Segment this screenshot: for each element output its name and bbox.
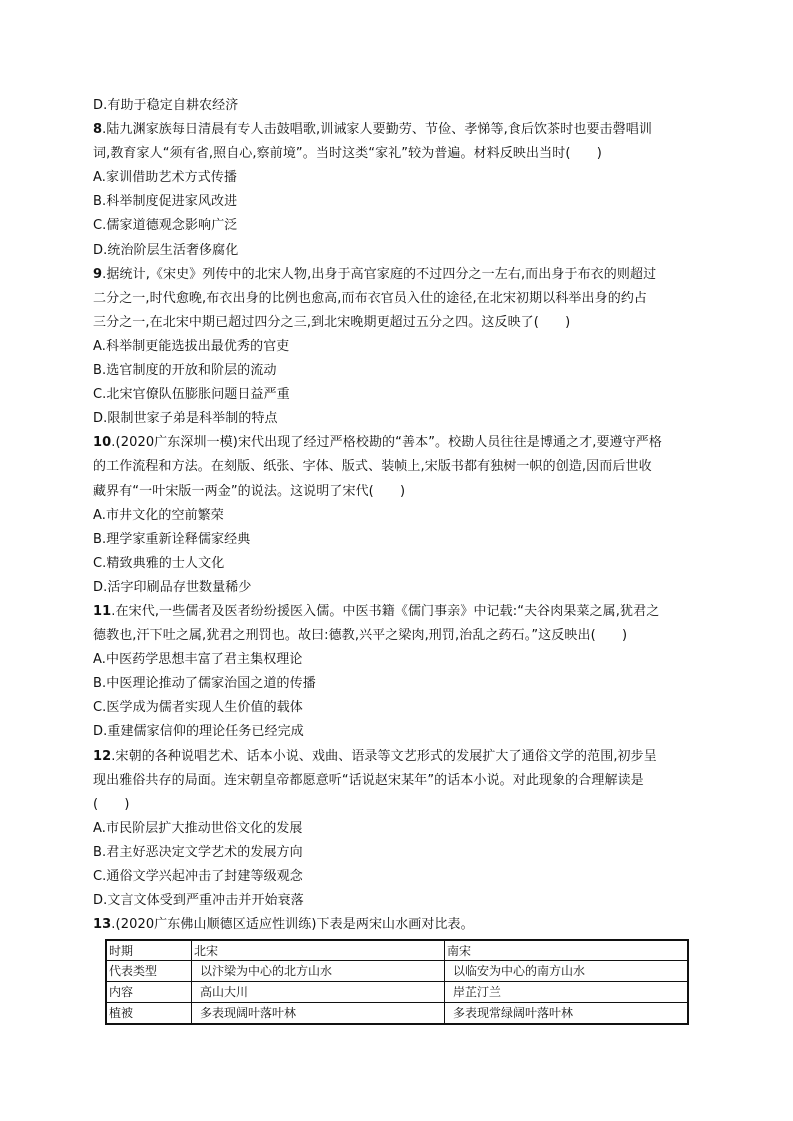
- q11-stem-line-2: 德教也,汗下吐之属,犹君之刑罚也。故曰:德教,兴平之梁肉,刑罚,治乱之药石。”这反映出( ): [93, 628, 628, 644]
- table-header-row: [106, 940, 688, 961]
- q9-stem-line-3: 三分之一,在北宋中期已超过四分之三,到北宋晚期更超过五分之四。这反映了( ): [93, 314, 571, 330]
- table-row: [106, 1003, 688, 1025]
- q8-option-c: C.儒家道德观念影响广泛: [93, 218, 238, 234]
- q10-stem-line-1: [93, 431, 693, 455]
- table-row: [106, 961, 688, 982]
- q13-stem-line-1: [93, 913, 693, 937]
- table-cell: 岸芷汀兰: [445, 982, 689, 1003]
- q13-stem-text-1: .(2020广东佛山顺德区适应性训练)下表是两宋山水画对比表。: [111, 917, 474, 933]
- q8-stem-line-1: [93, 118, 693, 142]
- q11-option-d: D.重建儒家信仰的理论任务已经完成: [93, 724, 304, 740]
- q12-stem-line-2: 现出雅俗共存的局面。连宋朝皇帝都愿意听“话说赵宋某年”的话本小说。对此现象的合理解读是: [93, 772, 644, 788]
- table-header-cell: 南宋: [445, 940, 689, 961]
- q9-number: 9: [93, 266, 103, 282]
- q9-option-a: A.科举制更能选拔出最优秀的官吏: [93, 338, 290, 354]
- table-cell: 多表现常绿阔叶落叶林: [445, 1003, 689, 1025]
- q9-option-c: C.北宋官僚队伍膨胀问题日益严重: [93, 387, 290, 403]
- q8-option-a: A.家训借助艺术方式传播: [93, 170, 237, 186]
- table-cell: 植被: [106, 1003, 192, 1025]
- q10-option-b: B.理学家重新诠释儒家经典: [93, 531, 251, 547]
- q11-stem-text-1: .在宋代,一些儒者及医者纷纷援医入儒。中医书籍《儒门事亲》中记载:“夫谷肉果菜之属,犹君之: [111, 603, 660, 619]
- q10-stem-text-1: .(2020广东深圳一模)宋代出现了经过严格校勘的“善本”。校勘人员往往是博通之才,要遵守严格: [111, 435, 662, 451]
- q12-number: 12: [93, 748, 112, 764]
- q12-stem-text-1: .宋朝的各种说唱艺术、话本小说、戏曲、语录等文艺形式的发展扩大了通俗文学的范围,初步呈: [111, 748, 657, 764]
- table-header-cell: 北宋: [192, 940, 445, 961]
- q12-stem-line-3: ( ): [93, 796, 130, 812]
- q12-stem-line-1: [93, 745, 693, 769]
- q10-option-c: C.精致典雅的士人文化: [93, 555, 225, 571]
- q13-number: 13: [93, 917, 112, 933]
- q11-number: 11: [93, 603, 112, 619]
- q10-number: 10: [93, 435, 112, 451]
- q8-stem-text-1: .陆九渊家族每日清晨有专人击鼓唱歌,训诫家人要勤劳、节俭、孝悌等,食后饮茶时也要击磬唱训: [102, 122, 652, 138]
- table-header-cell: 时期: [106, 940, 192, 961]
- q9-option-b: B.选官制度的开放和阶层的流动: [93, 363, 277, 379]
- q11-option-c: C.医学成为儒者实现人生价值的载体: [93, 700, 303, 716]
- q8-option-b: B.科举制度促进家风改进: [93, 194, 238, 210]
- q10-stem-line-2: 的工作流程和方法。在刻版、纸张、字体、版式、装帧上,宋版书都有独树一帜的创造,因而后世收: [93, 459, 652, 475]
- table-cell: 以临安为中心的南方山水: [445, 961, 689, 982]
- q8-stem-line-2: 词,教育家人“须有省,照自心,察前境”。当时这类“家礼”较为普遍。材料反映出当时( ): [93, 146, 602, 162]
- q9-stem-line-2: 二分之一,时代愈晚,布衣出身的比例也愈高,而布衣官员入仕的途径,在北宋初期以科举出身的约占: [93, 290, 648, 306]
- q12-option-d: D.文言文体受到严重冲击并开始衰落: [93, 893, 304, 909]
- table-cell: 多表现阔叶落叶林: [192, 1003, 445, 1025]
- q10-option-a: A.市井文化的空前繁荣: [93, 507, 224, 523]
- document-page: [93, 94, 693, 1025]
- table-row: [106, 982, 688, 1003]
- q11-option-a: A.中医药学思想丰富了君主集权理论: [93, 652, 303, 668]
- q11-option-b: B.中医理论推动了儒家治国之道的传播: [93, 676, 316, 692]
- q9-option-d: D.限制世家子弟是科举制的特点: [93, 411, 278, 427]
- q9-stem-line-1: [93, 263, 693, 287]
- q11-stem-line-1: [93, 600, 693, 624]
- q12-option-a: A.市民阶层扩大推动世俗文化的发展: [93, 820, 303, 836]
- q9-stem-text-1: .据统计,《宋史》列传中的北宋人物,出身于高官家庭的不过四分之一左右,而出身于布衣的则超过: [102, 266, 657, 282]
- table-cell: 代表类型: [106, 961, 192, 982]
- table-cell: 以汴梁为中心的北方山水: [192, 961, 445, 982]
- q10-option-d: D.活字印刷品存世数量稀少: [93, 579, 252, 595]
- q7-option-d: D.有助于稳定自耕农经济: [93, 98, 239, 113]
- landscape-comparison-table: [105, 939, 689, 1025]
- q12-option-c: C.通俗文学兴起冲击了封建等级观念: [93, 869, 303, 884]
- q10-stem-line-3: 藏界有“一叶宋版一两金”的说法。这说明了宋代( ): [93, 483, 406, 499]
- table-cell: 内容: [106, 982, 192, 1003]
- table-cell: 高山大川: [192, 982, 445, 1003]
- q8-option-d: D.统治阶层生活奢侈腐化: [93, 242, 239, 258]
- q12-option-b: B.君主好恶决定文学艺术的发展方向: [93, 844, 303, 860]
- q8-number: 8: [93, 122, 103, 138]
